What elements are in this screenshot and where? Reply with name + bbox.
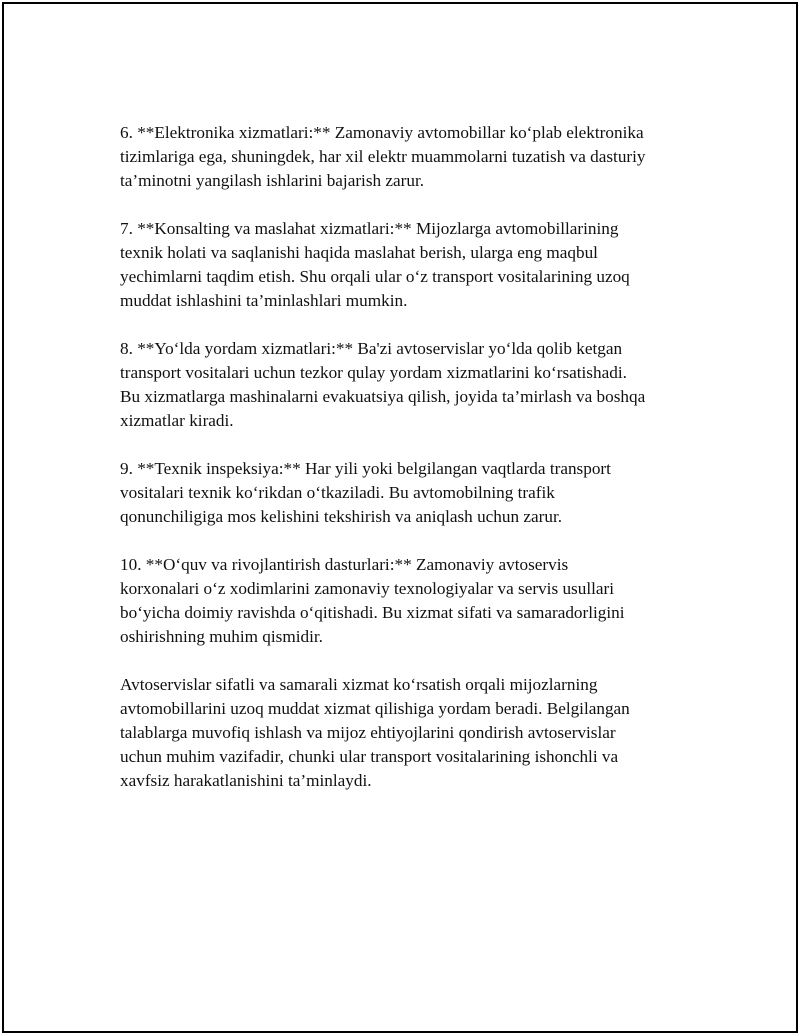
text-line: 6. **Elektronika xizmatlari:** Zamonaviy avtomobillar ko‘plab elektronika: [120, 123, 644, 142]
paragraph-conclusion: [120, 673, 700, 793]
paragraph-electronics-services: [120, 121, 700, 193]
text-line: korxonalari o‘z xodimlarini zamonaviy texnologiyalar va servis usullari: [120, 579, 614, 598]
text-line: yechimlarni taqdim etish. Shu orqali ular o‘z transport vositalarining uzoq: [120, 267, 630, 286]
document-body: [120, 121, 700, 817]
text-line: texnik holati va saqlanishi haqida maslahat berish, ularga eng maqbul: [120, 243, 598, 262]
text-line: uchun muhim vazifadir, chunki ular transport vositalarining ishonchli va: [120, 747, 619, 766]
text-line: Avtoservislar sifatli va samarali xizmat ko‘rsatish orqali mijozlarning: [120, 675, 598, 694]
page-frame: [2, 2, 798, 1033]
text-line: avtomobillarini uzoq muddat xizmat qilishiga yordam beradi. Belgilangan: [120, 699, 630, 718]
paragraph-roadside-assistance: [120, 337, 700, 433]
paragraph-technical-inspection: [120, 457, 700, 529]
text-line: oshirishning muhim qismidir.: [120, 627, 323, 646]
text-line: 10. **O‘quv va rivojlantirish dasturlari:** Zamonaviy avtoservis: [120, 555, 569, 574]
text-line: Bu xizmatlarga mashinalarni evakuatsiya qilish, joyida ta’mirlash va boshqa: [120, 387, 646, 406]
text-line: muddat ishlashini ta’minlashlari mumkin.: [120, 291, 408, 310]
text-line: transport vositalari uchun tezkor qulay yordam xizmatlarini ko‘rsatishadi.: [120, 363, 627, 382]
text-line: 7. **Konsalting va maslahat xizmatlari:** Mijozlarga avtomobillarining: [120, 219, 619, 238]
paragraph-consulting-services: [120, 217, 700, 313]
text-line: vositalari texnik ko‘rikdan o‘tkaziladi. Bu avtomobilning trafik: [120, 483, 555, 502]
text-line: qonunchiligiga mos kelishini tekshirish va aniqlash uchun zarur.: [120, 507, 563, 526]
text-line: bo‘yicha doimiy ravishda o‘qitishadi. Bu xizmat sifati va samaradorligini: [120, 603, 625, 622]
paragraph-training-programs: [120, 553, 700, 649]
text-line: 9. **Texnik inspeksiya:** Har yili yoki belgilangan vaqtlarda transport: [120, 459, 611, 478]
text-line: tizimlariga ega, shuningdek, har xil elektr muammolarni tuzatish va dasturiy: [120, 147, 646, 166]
text-line: talablarga muvofiq ishlash va mijoz ehtiyojlarini qondirish avtoservislar: [120, 723, 616, 742]
text-line: xizmatlar kiradi.: [120, 411, 234, 430]
text-line: ta’minotni yangilash ishlarini bajarish zarur.: [120, 171, 425, 190]
text-line: xavfsiz harakatlanishini ta’minlaydi.: [120, 771, 372, 790]
text-line: 8. **Yo‘lda yordam xizmatlari:** Ba'zi avtoservislar yo‘lda qolib ketgan: [120, 339, 623, 358]
